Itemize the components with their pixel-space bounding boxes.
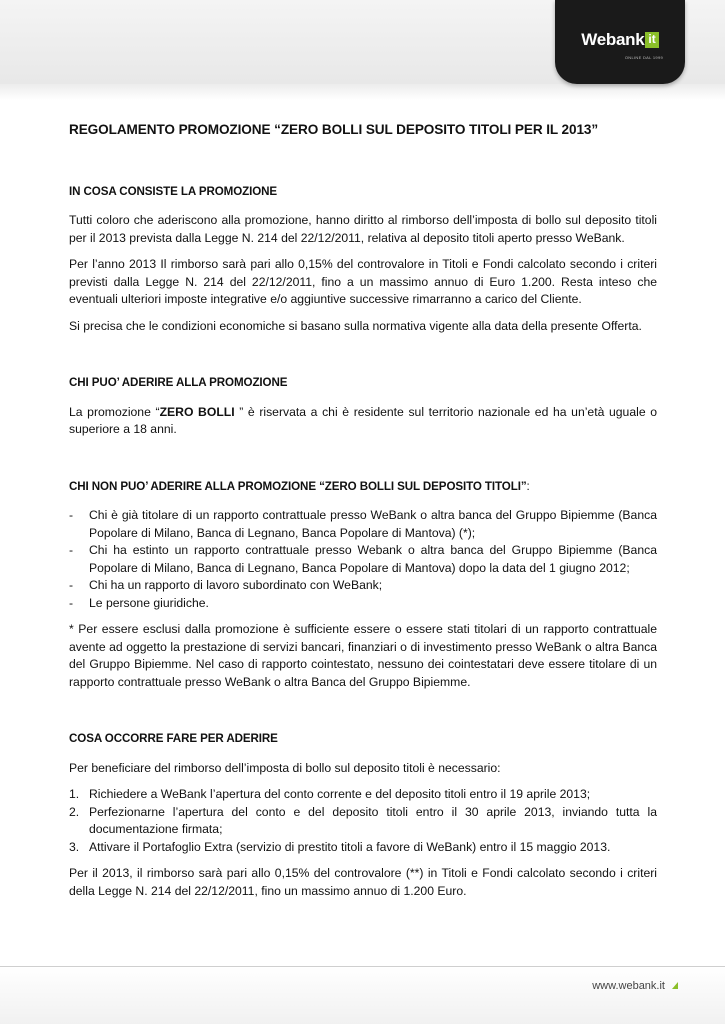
footer-website-link[interactable]: www.webank.it xyxy=(592,980,665,992)
paragraph: Si precisa che le condizioni economiche si basano sulla normativa vigente alla data della presente Offerta. xyxy=(69,318,642,333)
section-heading-who: CHI PUO’ ADERIRE ALLA PROMOZIONE xyxy=(69,376,288,389)
section-heading-who-not: CHI NON PUO’ ADERIRE ALLA PROMOZIONE “ZERO BOLLI SUL DEPOSITO TITOLI”: xyxy=(69,479,530,493)
logo-tagline: ONLINE DAL 1999 xyxy=(624,55,663,60)
list-item: - Chi ha estinto un rapporto contrattuale presso Webank o altra banca del Gruppo Bipiemme (Banca Popolare di Milano, Banca di Legnano, Banca Popolare di Mantova) dopo la data del 1 giugno 2012; xyxy=(69,542,657,577)
paragraph: Per beneficiare del rimborso dell’imposta di bollo sul deposito titoli è necessario: xyxy=(69,760,501,775)
webank-logo xyxy=(555,0,685,84)
logo-word: Webank xyxy=(581,30,645,49)
list-item: - Chi è già titolare di un rapporto contrattuale presso WeBank o altra banca del Gruppo Bipiemme (Banca Popolare di Milano, Banca di Legnano, Banca Popolare di Mantova) (*); xyxy=(69,507,657,542)
exclusion-list xyxy=(69,507,657,612)
document-body xyxy=(69,121,657,909)
header-fade xyxy=(0,84,725,100)
document-title: REGOLAMENTO PROMOZIONE “ZERO BOLLI SUL DEPOSITO TITOLI PER IL 2013” xyxy=(69,122,599,137)
list-item: 1. Richiedere a WeBank l’apertura del conto corrente e del deposito titoli entro il 19 aprile 2013; xyxy=(69,787,591,801)
paragraph: Per l’anno 2013 Il rimborso sarà pari allo 0,15% del controvalore in Titoli e Fondi calcolato secondo i criteri previsti dalla Legge N. 214 del 22/12/2011, fino a un massimo annuo di Euro 1.200. Resta inteso che eventuali ulteriori imposte integrative e/o aggiuntive successive rimarranno a carico del Cliente. xyxy=(69,257,657,306)
footer-band xyxy=(0,967,725,1024)
paragraph: Tutti coloro che aderiscono alla promozione, hanno diritto al rimborso dell’imposta di bollo sul deposito titoli per il 2013 prevista dalla Legge N. 214 del 22/12/2011, relativa al deposito titoli aperto presso WeBank. xyxy=(69,213,657,245)
paragraph: Per il 2013, il rimborso sarà pari allo 0,15% del controvalore (**) in Titoli e Fondi calcolato secondo i criteri della Legge N. 214 del 22/12/2011, fino un massimo annuo di 1.200 Euro. xyxy=(69,866,657,898)
list-item: 2. Perfezionarne l’apertura del conto e del deposito titoli entro il 30 aprile 2013, inviando tutta la documentazione firmata; xyxy=(69,804,657,836)
list-item: - Le persone giuridiche. xyxy=(69,595,657,613)
steps-list xyxy=(69,786,657,856)
list-item: - Chi ha un rapporto di lavoro subordinato con WeBank; xyxy=(69,577,657,595)
arrow-icon xyxy=(672,982,678,989)
footnote: * Per essere esclusi dalla promozione è sufficiente essere o essere stati titolari di un rapporto contrattuale avente ad oggetto la prestazione di servizi bancari, finanziari o di investimento presso WeBank o altra Banca del Gruppo Bipiemme. Nel caso di rapporto cointestato, nessuno dei cointestatari deve essere titolare di un rapporto contrattuale presso WeBank o altra Banca del Gruppo Bipiemme. xyxy=(69,622,657,689)
section-heading-how: COSA OCCORRE FARE PER ADERIRE xyxy=(69,732,278,745)
logo-suffix: it xyxy=(645,32,658,48)
section-heading-what: IN COSA CONSISTE LA PROMOZIONE xyxy=(69,184,278,198)
list-item: 3. Attivare il Portafoglio Extra (servizio di prestito titoli a favore di WeBank) entro il 15 maggio 2013. xyxy=(69,839,611,854)
logo-mark xyxy=(555,30,685,50)
paragraph: La promozione “ZERO BOLLI ” è riservata a chi è residente sul territorio nazionale ed ha un’età uguale o superiore a 18 anni. xyxy=(69,404,657,436)
